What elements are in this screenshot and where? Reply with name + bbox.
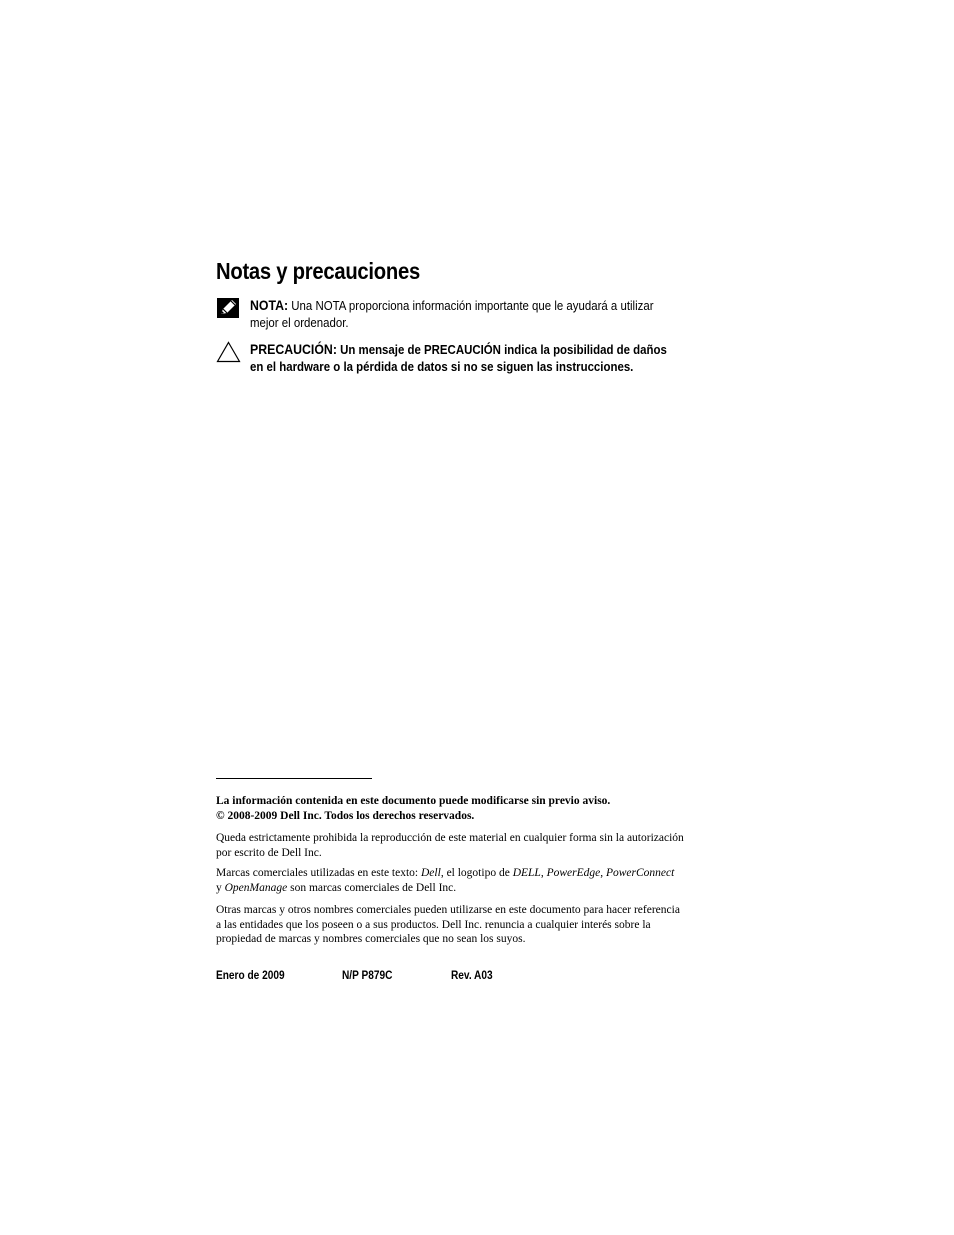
other-trademarks-line-2: a las entidades que los poseen o a sus productos. Dell Inc. renuncia a cualquier interés sobre la [216,918,651,931]
other-trademarks-line-3: propiedad de marcas y nombres comerciales que no sean los suyos. [216,933,526,945]
other-trademarks-notice [216,903,716,947]
tm-openmanage: OpenManage [224,881,288,894]
trademarks-notice [216,866,716,895]
note-label: NOTA: [250,297,289,313]
trademarks-intro: Marcas comerciales utilizadas en este texto: [216,867,421,879]
tm-logo-text: , el logotipo de [440,867,513,879]
reproduction-line-1: Queda estrictamente prohibida la reproducción de este material en cualquier forma sin la autorización [216,832,684,844]
tm-conjunction: y [216,881,225,894]
copyright-line: © 2008-2009 Dell Inc. Todos los derechos reservados. [216,809,475,822]
note-text-line-1: Una NOTA proporciona información importante que le ayudará a utilizar [288,298,654,313]
tm-separator: , [600,867,606,879]
tm-dell-caps: DELL [512,867,541,879]
warning-triangle-icon [216,341,241,363]
legal-notice-line-1: La información contenida en este documento puede modificarse sin previo aviso. [216,795,611,807]
note-text-line-2: mejor el ordenador. [250,315,349,330]
other-trademarks-line-1: Otras marcas y otros nombres comerciales pueden utilizarse en este documento para hacer referencia [216,904,680,916]
caution-text-line-2: en el hardware o la pérdida de datos si no se siguen las instrucciones. [250,359,634,374]
caution-text-line-1: Un mensaje de PRECAUCIÓN indica la posibilidad de daños [336,342,667,357]
part-number: N/P P879C [342,970,393,982]
tm-dell: Dell [421,867,441,879]
pencil-note-icon [216,297,241,319]
tm-powerconnect: PowerConnect [605,867,675,879]
trademarks-end: son marcas comerciales de Dell Inc. [287,881,457,894]
note-text [250,297,708,331]
caution-text [250,341,708,375]
reproduction-notice [216,831,716,860]
footnote-divider [216,778,372,779]
legal-notice [216,794,716,823]
publication-date: Enero de 2009 [216,970,285,982]
caution-label: PRECAUCIÓN: [250,341,337,357]
reproduction-line-2: por escrito de Dell Inc. [216,846,322,859]
tm-separator: , [540,867,547,879]
revision: Rev. A03 [451,970,493,982]
tm-poweredge: PowerEdge [546,867,601,879]
page-title: Notas y precauciones [216,258,420,284]
